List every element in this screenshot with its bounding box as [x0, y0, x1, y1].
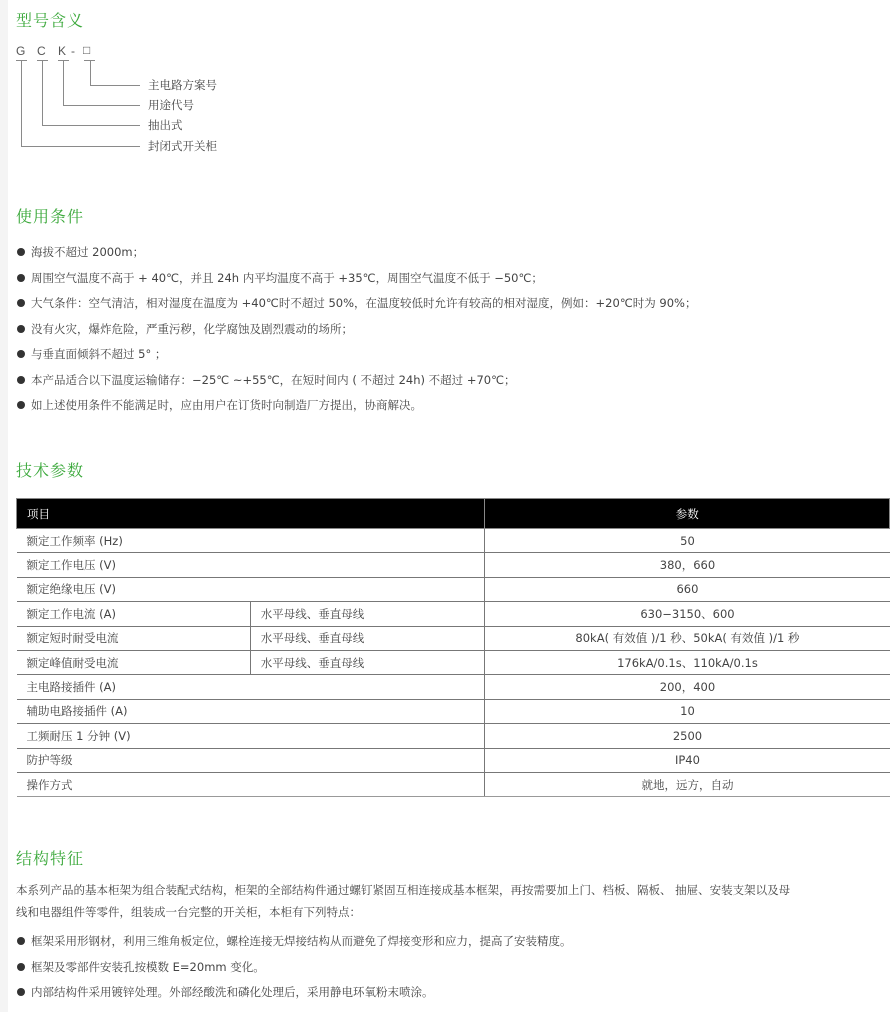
structure-intro: 本系列产品的基本柜架为组合装配式结构，柜架的全部结构件通过螺钉紧固互相连接成基本框架，再按需要加上门、档板、隔板、 抽屉、安装支架以及母 线和电器组件等零件，组装成一台完整的开关柜，本柜有下列特点： — [16, 883, 791, 919]
code-box: □ — [83, 43, 91, 57]
leader-vertical — [90, 61, 91, 85]
list-item: 内部结构件采用镀锌处理。外部经酸洗和磷化处理后，采用静电环氧粉末喷涂。 — [16, 984, 572, 1010]
list-item: 海拔不超过 2000m； — [16, 244, 696, 270]
table-row: 额定工作频率 (Hz) 50 — [17, 529, 890, 553]
structure-list — [16, 933, 572, 1010]
list-item: 没有火灾，爆炸危险，严重污秽，化学腐蚀及剧烈震动的场所； — [16, 321, 696, 347]
table-row: 额定工作电流 (A) 水平母线、垂直母线 630−3150、600 — [17, 602, 890, 626]
list-item: 本产品适合以下温度运输储存：−25℃ ~+55℃，在短时间内 ( 不超过 24h) 不超过 +70℃； — [16, 372, 696, 398]
table-row: 额定工作电压 (V) 380，660 — [17, 553, 890, 577]
list-item: 周围空气温度不高于 + 40℃，并且 24h 内平均温度不高于 +35℃，周围空气温度不低于 −50℃； — [16, 270, 696, 296]
bullet-icon — [17, 274, 25, 282]
leader-vertical — [63, 61, 64, 105]
label-enclosed-switchgear: 封闭式开关柜 — [148, 139, 217, 153]
bullet-icon — [17, 988, 25, 996]
leader-vertical — [42, 61, 43, 125]
leader-horizontal — [63, 105, 140, 106]
table-row: 防护等级 IP40 — [17, 748, 890, 772]
bullet-icon — [17, 963, 25, 971]
list-item: 如上述使用条件不能满足时，应由用户在订货时向制造厂方提出，协商解决。 — [16, 397, 696, 423]
header-item: 项目 — [17, 499, 485, 529]
bullet-icon — [17, 299, 25, 307]
code-letter-k: K — [58, 44, 67, 58]
code-dash: - — [71, 44, 75, 58]
model-code-diagram — [16, 44, 316, 164]
header-value: 参数 — [485, 499, 890, 529]
section-title-structure: 结构特征 — [16, 849, 85, 868]
left-margin-strip — [0, 0, 8, 1012]
section-title-specs: 技术参数 — [16, 461, 85, 480]
bullet-icon — [17, 937, 25, 945]
spec-table — [16, 498, 890, 797]
label-main-circuit-scheme: 主电路方案号 — [148, 78, 217, 92]
section-title-model: 型号含义 — [16, 11, 85, 30]
bullet-icon — [17, 248, 25, 256]
code-letter-c: C — [37, 44, 46, 58]
table-row: 主电路接插件 (A) 200，400 — [17, 675, 890, 699]
code-letter-g: G — [16, 44, 26, 58]
label-withdrawable: 抽出式 — [148, 118, 183, 132]
table-header-row — [17, 499, 890, 529]
bullet-icon — [17, 350, 25, 358]
table-row: 辅助电路接插件 (A) 10 — [17, 699, 890, 723]
bullet-icon — [17, 401, 25, 409]
conditions-list — [16, 244, 696, 423]
leader-horizontal — [42, 125, 140, 126]
table-row: 额定短时耐受电流 水平母线、垂直母线 80kA( 有效值 )/1 秒、50kA( 有效值 )/1 秒 — [17, 626, 890, 650]
table-row: 额定峰值耐受电流 水平母线、垂直母线 176kA/0.1s、110kA/0.1s — [17, 650, 890, 674]
bullet-icon — [17, 325, 25, 333]
leader-horizontal — [21, 146, 140, 147]
table-row: 额定绝缘电压 (V) 660 — [17, 577, 890, 601]
section-title-conditions: 使用条件 — [16, 207, 85, 226]
list-item: 框架及零部件安装孔按模数 E=20mm 变化。 — [16, 959, 572, 985]
table-row: 工频耐压 1 分钟 (V) 2500 — [17, 724, 890, 748]
list-item: 与垂直面倾斜不超过 5° ； — [16, 346, 696, 372]
table-row: 操作方式 就地，远方，自动 — [17, 772, 890, 796]
leader-vertical — [21, 61, 22, 146]
list-item: 大气条件：空气清洁，相对湿度在温度为 +40℃时不超过 50%，在温度较低时允许有较高的相对湿度，例如：+20℃时为 90%； — [16, 295, 696, 321]
bullet-icon — [17, 376, 25, 384]
list-item: 框架采用形钢材，利用三维角板定位，螺栓连接无焊接结构从而避免了焊接变形和应力，提高了安装精度。 — [16, 933, 572, 959]
label-usage-code: 用途代号 — [148, 98, 194, 112]
leader-horizontal — [90, 85, 140, 86]
